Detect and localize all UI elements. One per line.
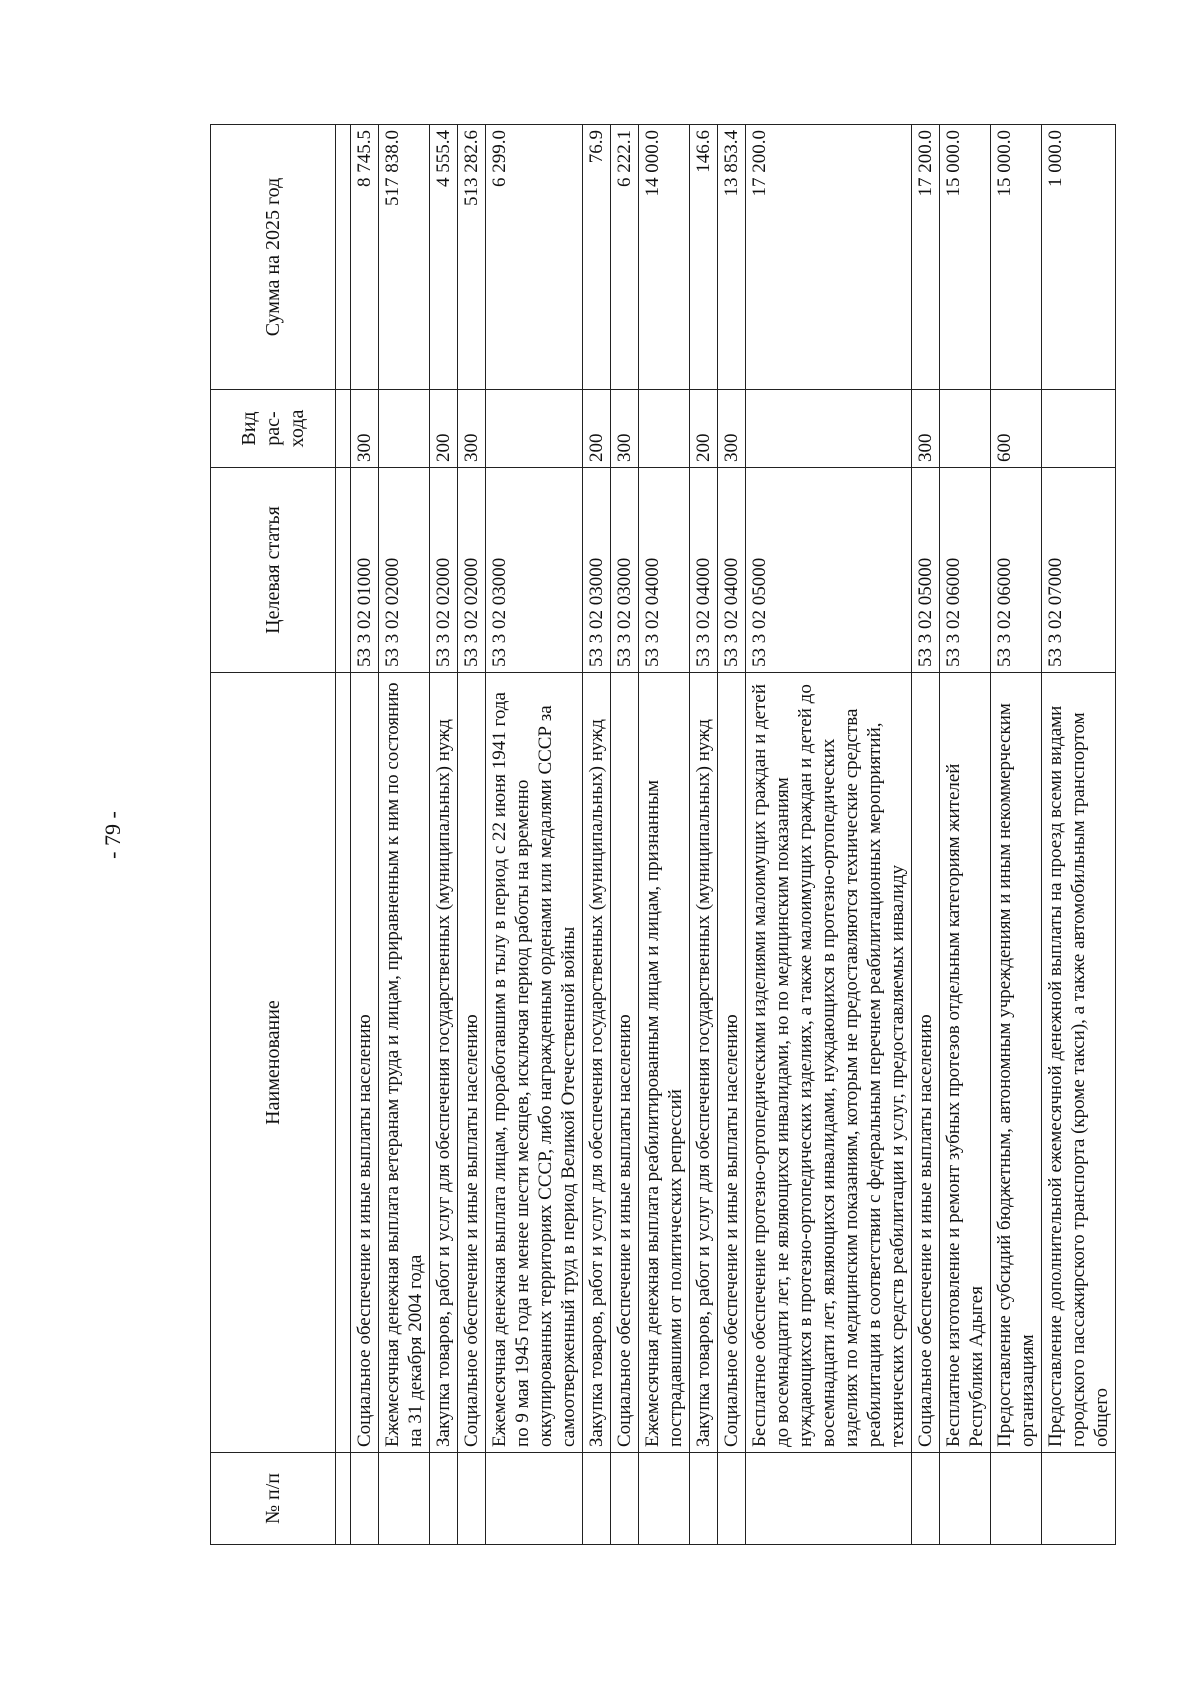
cell-type	[486, 390, 583, 468]
cell-name: Социальное обеспечение и иные выплаты населению	[351, 673, 379, 1453]
cell-type: 600	[991, 390, 1042, 468]
cell-num	[458, 1453, 486, 1545]
table-row	[486, 125, 583, 1545]
header-num: № п/п	[211, 1453, 336, 1545]
cell-type	[1042, 390, 1116, 468]
cell-code: 53 3 02 05000	[746, 468, 912, 673]
cell-code: 53 3 02 04000	[639, 468, 690, 673]
table-row	[611, 125, 639, 1545]
cell-type: 200	[430, 390, 458, 468]
cell-num	[940, 1453, 991, 1545]
table-row	[746, 125, 912, 1545]
cell-num	[639, 1453, 690, 1545]
table-row	[639, 125, 690, 1545]
cell-num	[430, 1453, 458, 1545]
cell-type	[379, 390, 430, 468]
cell-num	[486, 1453, 583, 1545]
cell-name: Ежемесячная денежная выплата реабилитированным лицам и лицам, признанным пострадавшими от политических репрессий	[639, 673, 690, 1453]
cell-num	[690, 1453, 718, 1545]
cell-num	[718, 1453, 746, 1545]
cell-num	[611, 1453, 639, 1545]
cell-name: Бесплатное обеспечение протезно-ортопедическими изделиями малоимущих граждан и детей до восемнадцати лет, не являющихся инвалидами, но по медицинским показаниям нуждающихся в протезно-ортопедических изделиях, а также малоимущих граждан и детей до восемнадцати лет, являющихся инвалидами, нуждающихся в протезно-ортопедических изделиях по медицинским показаниям, которым не предоставляются технические средства реабилитации в соответствии с федеральным перечнем реабилитационных мероприятий, технических средств реабилитации и услуг, предоставляемых инвалиду	[746, 673, 912, 1453]
table-row	[940, 125, 991, 1545]
budget-table	[210, 124, 1116, 1545]
table-row	[430, 125, 458, 1545]
cell-type	[940, 390, 991, 468]
cell-code: 53 3 02 05000	[912, 468, 940, 673]
cell-type	[639, 390, 690, 468]
cell-sum: 15 000.0	[991, 125, 1042, 390]
cell-num	[351, 1453, 379, 1545]
cell-name: Бесплатное изготовление и ремонт зубных протезов отдельным категориям жителей Республики Адыгея	[940, 673, 991, 1453]
cell-name: Социальное обеспечение и иные выплаты населению	[611, 673, 639, 1453]
table-header-row	[211, 125, 336, 1545]
cell-sum: 146.6	[690, 125, 718, 390]
cell-code: 53 3 02 02000	[430, 468, 458, 673]
cell-name: Закупка товаров, работ и услуг для обеспечения государственных (муниципальных) нужд	[583, 673, 611, 1453]
header-sum: Сумма на 2025 год	[211, 125, 336, 390]
header-name: Наименование	[211, 673, 336, 1453]
cell-name: Социальное обеспечение и иные выплаты населению	[458, 673, 486, 1453]
cell-name: Закупка товаров, работ и услуг для обеспечения государственных (муниципальных) нужд	[690, 673, 718, 1453]
cell-type: 300	[611, 390, 639, 468]
cell-sum: 13 853.4	[718, 125, 746, 390]
cell-code: 53 3 02 01000	[351, 468, 379, 673]
cell-sum: 517 838.0	[379, 125, 430, 390]
cell-num	[379, 1453, 430, 1545]
table-row	[718, 125, 746, 1545]
cell-code: 53 3 02 06000	[940, 468, 991, 673]
cell-code: 53 3 02 02000	[458, 468, 486, 673]
table-row	[379, 125, 430, 1545]
table-row	[991, 125, 1042, 1545]
cell-name: Ежемесячная денежная выплата ветеранам труда и лицам, приравненным к ним по состоянию на 31 декабря 2004 года	[379, 673, 430, 1453]
cell-name: Ежемесячная денежная выплата лицам, проработавшим в тылу в период с 22 июня 1941 года по 9 мая 1945 года не менее шести месяцев, исключая период работы на временно оккупированных территориях СССР, либо награжденным орденами или медалями СССР за самоотверженный труд в период Великой Отечественной войны	[486, 673, 583, 1453]
cell-type: 300	[718, 390, 746, 468]
cell-num	[1042, 1453, 1116, 1545]
page-number: - 79 -	[100, 811, 125, 859]
table-row	[1042, 125, 1116, 1545]
cell-sum: 14 000.0	[639, 125, 690, 390]
cell-name: Предоставление дополнительной ежемесячной денежной выплаты на проезд всеми видами городского пассажирского транспорта (кроме такси), а также автомобильным транспортом общего	[1042, 673, 1116, 1453]
cell-sum: 6 222.1	[611, 125, 639, 390]
table-row	[690, 125, 718, 1545]
cell-type: 300	[351, 390, 379, 468]
cell-code: 53 3 02 07000	[1042, 468, 1116, 673]
cell-sum: 4 555.4	[430, 125, 458, 390]
cell-sum: 76.9	[583, 125, 611, 390]
cell-num	[583, 1453, 611, 1545]
cell-type: 300	[912, 390, 940, 468]
cell-type	[746, 390, 912, 468]
cell-num	[991, 1453, 1042, 1545]
table-row	[351, 125, 379, 1545]
table-row	[583, 125, 611, 1545]
cell-code: 53 3 02 06000	[991, 468, 1042, 673]
cell-code: 53 3 02 04000	[690, 468, 718, 673]
cell-code: 53 3 02 02000	[379, 468, 430, 673]
header-code: Целевая статья	[211, 468, 336, 673]
cell-code: 53 3 02 04000	[718, 468, 746, 673]
rotated-page	[100, 125, 1112, 1545]
cell-name: Предоставление субсидий бюджетным, автономным учреждениям и иным некоммерческим организациям	[991, 673, 1042, 1453]
cell-sum: 17 200.0	[746, 125, 912, 390]
cell-code: 53 3 02 03000	[583, 468, 611, 673]
cell-code: 53 3 02 03000	[486, 468, 583, 673]
cell-name: Закупка товаров, работ и услуг для обеспечения государственных (муниципальных) нужд	[430, 673, 458, 1453]
cell-sum: 6 299.0	[486, 125, 583, 390]
cell-sum: 513 282.6	[458, 125, 486, 390]
cell-sum: 1 000.0	[1042, 125, 1116, 390]
table-row	[912, 125, 940, 1545]
cell-code: 53 3 02 03000	[611, 468, 639, 673]
cell-num	[746, 1453, 912, 1545]
cell-sum: 17 200.0	[912, 125, 940, 390]
header-type: Вид рас-хода	[211, 390, 336, 468]
cell-sum: 15 000.0	[940, 125, 991, 390]
table-body	[336, 125, 1116, 1545]
cell-sum: 8 745.5	[351, 125, 379, 390]
cell-type: 200	[690, 390, 718, 468]
cell-name: Социальное обеспечение и иные выплаты населению	[912, 673, 940, 1453]
cell-num	[912, 1453, 940, 1545]
cell-type: 200	[583, 390, 611, 468]
table-row	[458, 125, 486, 1545]
cell-name: Социальное обеспечение и иные выплаты населению	[718, 673, 746, 1453]
header-spacer-row	[336, 125, 351, 1545]
cell-type: 300	[458, 390, 486, 468]
